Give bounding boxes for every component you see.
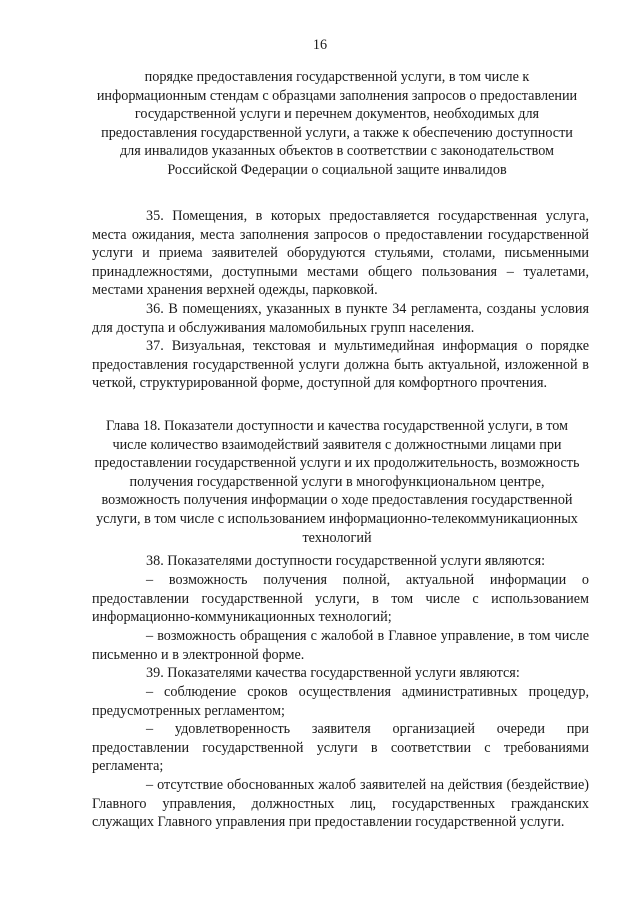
- paragraph-37: 37. Визуальная, текстовая и мультимедийная информация о порядке предоставления государственной услуги должна быть актуальной, изложенной в четкой, структурированной форме, доступной для комфортного прочтения.: [92, 338, 589, 392]
- paragraph-35: 35. Помещения, в которых предоставляется государственная услуга, места ожидания, места заполнения запросов о предоставлении государственной услуги и приема заявителей оборудуются стульями, столами, письменными принадлежностями, доступными местами общего пользования – туалетами, местами хранения верхней одежды, парковкой.: [92, 208, 589, 299]
- paragraph-38: 38. Показателями доступности государственной услуги являются:: [146, 553, 546, 569]
- list-item-38a: – возможность получения полной, актуальной информации о предоставлении государственной услуги, в том числе с использованием информационно-коммуникационных технологий;: [92, 572, 589, 626]
- paragraph-36: 36. В помещениях, указанных в пункте 34 регламента, созданы условия для доступа и обслуживания маломобильных групп населения.: [92, 301, 589, 336]
- list-item-39b: – удовлетворенность заявителя организацией очереди при предоставлении государственной услуги в соответствии с требованиями регламента;: [92, 721, 589, 775]
- page-number: 16: [312, 37, 328, 53]
- paragraph-39: 39. Показателями качества государственной услуги являются:: [146, 665, 520, 681]
- list-item-38b: – возможность обращения с жалобой в Главное управление, в том числе письменно и в электронной форме.: [92, 628, 589, 663]
- list-item-39c: – отсутствие обоснованных жалоб заявителей на действия (бездействие) Главного управления, должностных лиц, государственных гражданских служащих Главного управления при предоставлении государственной услуги.: [92, 777, 589, 831]
- section-heading: порядке предоставления государственной услуги, в том числе к информационным стендам с образцами заполнения запросов о предоставлении государственной услуги и перечнем документов, необходимых для предоставления государственной услуги, а также к обеспечению доступности для инвалидов указанных объектов в соответствии с законодательством Российской Федерации о социальной защите инвалидов: [96, 69, 578, 178]
- list-item-39a: – соблюдение сроков осуществления административных процедур, предусмотренных регламентом;: [92, 684, 589, 719]
- chapter-heading: Глава 18. Показатели доступности и качества государственной услуги, в том числе количество взаимодействий заявителя с должностными лицами при предоставлении государственной услуги и их продолжительность, возможность получения государственной услуги в многофункциональном центре, возможность получения информации о ходе предоставления государственной услуги, в том числе с использованием информационно-телекоммуникационных технологий: [94, 418, 580, 546]
